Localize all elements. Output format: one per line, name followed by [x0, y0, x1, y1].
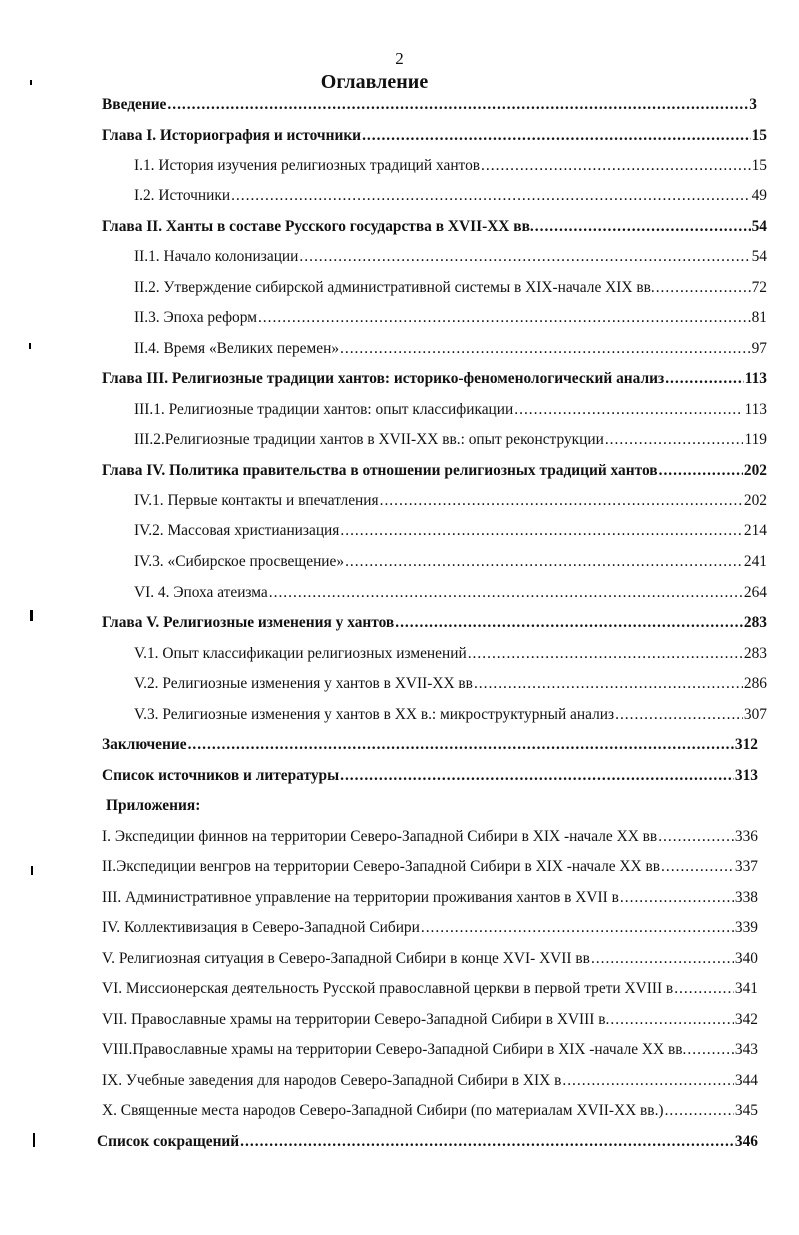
toc-entry [102, 1100, 758, 1122]
dot-leader [468, 643, 743, 665]
toc-entry [134, 429, 767, 451]
toc-entry-page: 214 [743, 522, 767, 539]
toc-entry [102, 917, 758, 939]
toc-entry [102, 765, 758, 787]
toc-entry [134, 338, 767, 360]
toc-entry [102, 216, 767, 238]
toc-entry-page: 283 [743, 614, 767, 631]
scan-mark [30, 80, 32, 85]
toc-entry-page: 307 [743, 706, 767, 723]
toc-entry [102, 1039, 758, 1061]
dot-leader [591, 948, 734, 970]
dot-leader [188, 734, 734, 756]
toc-entry-page: 344 [734, 1072, 758, 1089]
toc-entry-label: II.2. Утверждение сибирской административной системы в XIX-начале XIX вв. [134, 279, 655, 296]
toc-entry-page: 343 [734, 1041, 758, 1058]
toc-entry-page: 54 [751, 218, 767, 235]
toc-entry-page: 337 [734, 858, 758, 875]
toc-entry [134, 673, 767, 695]
toc-entry [134, 246, 767, 268]
toc-entry-label: II.4. Время «Великих перемен» [134, 340, 340, 357]
toc-entry-label: Глава IV. Политика правительства в отношении религиозных традиций хантов [102, 462, 658, 479]
toc-entry [102, 734, 758, 756]
toc-entry [102, 887, 758, 909]
dot-leader [258, 307, 751, 329]
dot-leader [481, 155, 751, 177]
toc-entry [102, 1009, 758, 1031]
toc-entry [102, 1070, 758, 1092]
page-number: 2 [395, 49, 404, 68]
dot-leader [340, 765, 734, 787]
toc-entry [102, 460, 767, 482]
dot-leader [665, 368, 744, 390]
toc-entry-label: I.1. История изучения религиозных традиций хантов [134, 157, 481, 174]
toc-entry-label: Глава III. Религиозные традиции хантов: историко-феноменологический анализ [102, 370, 665, 387]
dot-leader [535, 216, 751, 238]
toc-entry [102, 94, 757, 116]
toc-entry-label: Введение [102, 96, 167, 113]
toc-entry-page: 283 [743, 645, 767, 662]
toc-entry-label: V. Религиозная ситуация в Северо-Западной Сибири в конце XVI- XVII вв [102, 950, 590, 967]
toc-entry-label: I. Экспедиции финнов на территории Северо-Западной Сибири в XIX -начале XX вв [102, 828, 658, 845]
toc-entry [102, 948, 758, 970]
toc-entry-label: Глава V. Религиозные изменения у хантов [102, 614, 395, 631]
toc-entry-label: III.2.Религиозные традиции хантов в XVII-XX вв.: опыт реконструкции [134, 431, 604, 448]
toc-entry-page: 54 [751, 248, 767, 265]
toc-entry [134, 155, 767, 177]
toc-entry-page: 49 [751, 187, 767, 204]
toc-entry-page: 202 [743, 492, 767, 509]
toc-entry-page: 342 [734, 1011, 758, 1028]
toc-entry [134, 551, 767, 573]
toc-entry [102, 856, 758, 878]
toc-entry [102, 368, 767, 390]
toc-entry [102, 125, 767, 147]
toc-entry-label: V.3. Религиозные изменения у хантов в XX в.: микроструктурный анализ [134, 706, 615, 723]
dot-leader [665, 1100, 734, 1122]
dot-leader [167, 94, 748, 116]
toc-entry-page: 312 [734, 736, 758, 753]
toc-entry-page: 346 [734, 1133, 758, 1150]
dot-leader [562, 1070, 734, 1092]
toc-entry-page: 286 [743, 675, 767, 692]
toc-entry-label: Заключение [102, 736, 187, 753]
toc-entry [134, 520, 767, 542]
toc-entry [134, 490, 767, 512]
toc-entry-label: Список сокращений [97, 1133, 240, 1150]
toc-entry-page: 15 [751, 157, 767, 174]
toc-entry-label: III.1. Религиозные традиции хантов: опыт классификации [134, 401, 514, 418]
dot-leader [615, 704, 743, 726]
toc-entry-label: VI. 4. Эпоха атеизма [134, 584, 268, 601]
toc-entry-label: VII. Православные храмы на территории Северо-Западной Сибири в XVIII в. [102, 1011, 610, 1028]
toc-entry-page: 336 [734, 828, 758, 845]
scan-mark [33, 1133, 35, 1147]
toc-entry-label: IX. Учебные заведения для народов Северо-Западной Сибири в XIX в [102, 1072, 562, 1089]
toc-entry [134, 643, 767, 665]
toc-entry [102, 612, 767, 634]
scan-mark [29, 343, 31, 349]
toc-entry-label: VIII.Православные храмы на территории Северо-Западной Сибири в XIX -начале XX вв. [102, 1041, 687, 1058]
toc-entry-page: 119 [744, 431, 767, 448]
dot-leader [231, 185, 751, 207]
toc-entry [102, 826, 758, 848]
toc-entry [134, 277, 767, 299]
dot-leader [380, 490, 743, 512]
toc-entry-label: II.1. Начало колонизации [134, 248, 299, 265]
dot-leader [656, 277, 751, 299]
dot-leader [605, 429, 744, 451]
dot-leader [240, 1131, 734, 1153]
toc-entry [102, 978, 758, 1000]
dot-leader [345, 551, 743, 573]
scan-mark [31, 866, 33, 875]
toc-entry-label: IV. Коллективизация в Северо-Западной Сибири [102, 919, 420, 936]
toc-entry [134, 307, 767, 329]
dot-leader [514, 399, 743, 421]
toc-entry-label: III. Административное управление на территории проживания хантов в XVII в [102, 889, 619, 906]
toc-entry-label: Глава I. Историография и источники [102, 127, 362, 144]
dot-leader [340, 338, 751, 360]
dot-leader [687, 1039, 734, 1061]
toc-entry-page: 81 [751, 309, 767, 326]
dot-leader [299, 246, 750, 268]
page-title: Оглавление [320, 71, 429, 93]
toc-entry-label: Глава II. Ханты в составе Русского государства в XVII-XX вв. [102, 218, 534, 235]
toc-entry-label: II.3. Эпоха реформ [134, 309, 257, 326]
toc-entry-page: 15 [751, 127, 767, 144]
dot-leader [362, 125, 751, 147]
toc-entry [134, 582, 767, 604]
dot-leader [620, 887, 734, 909]
toc-entry-page: 97 [751, 340, 767, 357]
toc-entry-page: 202 [743, 462, 767, 479]
toc-entry-page: 113 [744, 401, 767, 418]
scan-mark [30, 610, 33, 621]
toc-entry-label: Приложения: [106, 797, 201, 814]
dot-leader [421, 917, 734, 939]
toc-entry-label: IV.2. Массовая христианизация [134, 522, 340, 539]
toc-entry-page: 241 [743, 553, 767, 570]
dot-leader [661, 856, 734, 878]
toc-entry-page: 72 [751, 279, 767, 296]
toc-entry-label: II.Экспедиции венгров на территории Северо-Западной Сибири в XIX -начале XX вв [102, 858, 661, 875]
toc-entry-label: IV.3. «Сибирское просвещение» [134, 553, 345, 570]
toc-entry-page: 338 [734, 889, 758, 906]
toc-entry-label: I.2. Источники [134, 187, 231, 204]
toc-entry-page: 3 [749, 96, 757, 113]
toc-entry-page: 339 [734, 919, 758, 936]
toc-entry-label: V.2. Религиозные изменения у хантов в XVII-XX вв [134, 675, 473, 692]
toc-entry-label: X. Священные места народов Северо-Западной Сибири (по материалам XVII-XX вв.) [102, 1102, 664, 1119]
toc-entry [134, 185, 767, 207]
dot-leader [610, 1009, 734, 1031]
toc-entry-page: 264 [743, 584, 767, 601]
toc-entry [134, 399, 767, 421]
toc-entry-label: Список источников и литературы [102, 767, 340, 784]
toc-entry-page: 340 [734, 950, 758, 967]
toc-entry-page: 341 [734, 980, 758, 997]
dot-leader [269, 582, 743, 604]
toc-entry-label: IV.1. Первые контакты и впечатления [134, 492, 379, 509]
toc-entry-page: 345 [734, 1102, 758, 1119]
toc-entry-label: VI. Миссионерская деятельность Русской православной церкви в первой трети XVIII в [102, 980, 674, 997]
dot-leader [340, 520, 743, 542]
dot-leader [395, 612, 743, 634]
dot-leader [674, 978, 734, 1000]
dot-leader [474, 673, 743, 695]
dot-leader [659, 460, 743, 482]
toc-entry-page: 113 [744, 370, 767, 387]
dot-leader [658, 826, 734, 848]
toc-entry [106, 795, 758, 817]
toc-entry [134, 704, 767, 726]
toc-entry [97, 1131, 758, 1153]
toc-entry-page: 313 [734, 767, 758, 784]
toc-entry-label: V.1. Опыт классификации религиозных изменений [134, 645, 467, 662]
